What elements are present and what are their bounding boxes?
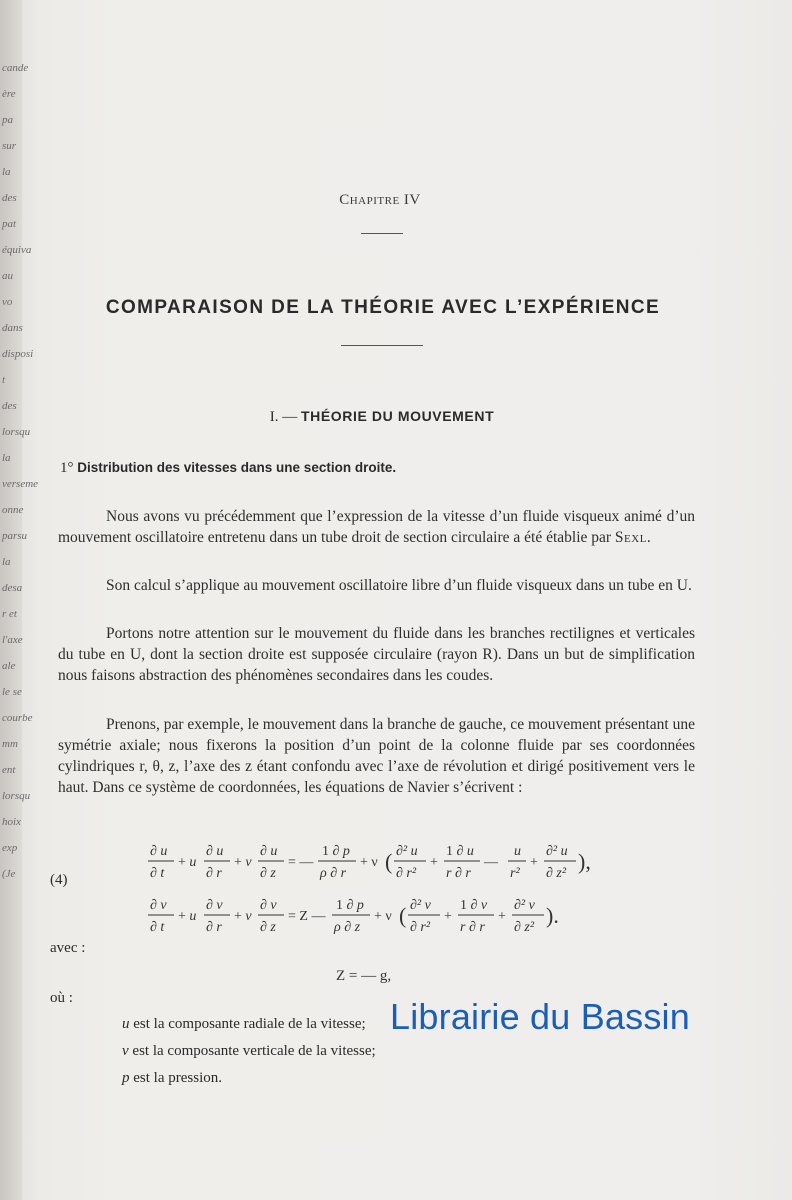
svg-text:∂² v: ∂² v [410,898,431,913]
svg-text:∂ r: ∂ r [206,866,222,881]
ou-label: où : [50,990,73,1006]
svg-text:∂ r: ∂ r [206,920,222,935]
svg-text:r²: r² [510,866,520,881]
margin-fragment: cande [2,62,29,74]
margin-fragment: disposi [2,348,34,360]
section-number: I. — [269,409,298,425]
equation-label: (4) [50,872,68,888]
page-title: COMPARAISON DE LA THÉORIE AVEC L’EXPÉRIENCE [105,297,661,318]
svg-text:1 ∂ v: 1 ∂ v [460,898,488,913]
equation-vertical [148,898,559,935]
svg-text:r ∂ r: r ∂ r [446,866,471,881]
svg-text:∂ u: ∂ u [206,844,224,859]
symbol-u: u [122,1016,130,1032]
margin-fragment: onne [2,504,24,516]
author-name: Sexl. [614,529,652,546]
svg-text:+ ν: + ν [360,855,378,870]
svg-text:= —: = — [288,855,314,870]
svg-text:1 ∂ p: 1 ∂ p [336,898,364,913]
svg-text:∂ u: ∂ u [260,844,278,859]
svg-text:(: ( [385,849,393,874]
margin-fragment: hoix [2,816,21,828]
margin-fragment: ère [2,88,16,100]
paragraph-3: Portons notre attention sur le mouvement du fluide dans les branches rectilignes et verticales du tube en U, dont la section droite est supposée circulaire (rayon R). Dans un but de simplification nous faisons abstraction des phénomènes secondaires dans les coudes. [58,625,695,684]
margin-fragment: pat [2,218,17,230]
svg-text:u: u [514,844,521,859]
margin-fragment: le se [2,686,22,698]
margin-fragment: pa [2,114,13,126]
section-heading [0,408,764,426]
margin-fragment: verseme [2,478,39,490]
margin-fragment: la des [2,166,17,204]
equation-radial [148,844,591,881]
margin-fragment: la desa [2,556,23,594]
svg-text:∂ z: ∂ z [260,866,276,881]
margin-fragment: sur [2,140,17,152]
svg-text:∂ t: ∂ t [150,920,165,935]
svg-text:∂ z²: ∂ z² [546,866,567,881]
svg-text:∂ v: ∂ v [260,898,277,913]
svg-text:∂ r²: ∂ r² [396,866,417,881]
paragraph-1: Nous avons vu précédemment que l’expression de la vitesse d’un fluide visqueux animé d’un mouvement oscillatoire entretenu dans un tube droit de section circulaire a été établie par Sexl. [58,508,695,546]
subsection-number: 1° [60,460,74,476]
svg-text:+: + [430,855,438,870]
definition-item: v est la composante verticale de la vitesse; [122,1043,376,1059]
margin-fragment: courbe [2,712,33,724]
z-equation: Z = — g, [336,968,392,984]
chapter-heading: Chapitre IV [339,192,421,208]
margin-fragment: au vo [2,270,13,308]
margin-fragment: lorsqu [2,426,31,438]
svg-text:(: ( [399,903,407,928]
svg-text:∂² u: ∂² u [546,844,568,859]
symbol-v: v [122,1043,129,1059]
svg-text:+ v: + v [234,909,252,924]
paragraph-2: Son calcul s’applique au mouvement oscillatoire libre d’un fluide visqueux dans un tube en U. [106,577,692,594]
definition-item: p est la pression. [122,1070,222,1086]
svg-text:ρ ∂ z: ρ ∂ z [334,920,361,935]
svg-text:+ u: + u [178,909,197,924]
svg-text:∂ t: ∂ t [150,866,165,881]
svg-text:∂ v: ∂ v [150,898,167,913]
svg-text:+ u: + u [178,855,197,870]
svg-text:1 ∂ u: 1 ∂ u [446,844,474,859]
paragraph-4: Prenons, par exemple, le mouvement dans la branche de gauche, ce mouvement présentant une symétrie axiale; nous fixerons la position d’un point de la colonne fluide par ses coordonnées cylindriques r, θ, z, l’axe des z étant confondu avec l’axe de révolution et dirigé positivement vers le haut. Dans ce système de coordonnées, les équations de Navier s’écrivent : [58,716,695,796]
navier-equations [140,835,610,945]
margin-fragment: la [2,452,11,464]
margin-fragment: équiva [2,244,32,256]
svg-text:= Z —: = Z — [288,909,326,924]
margin-fragment: r et [2,608,17,620]
avec-label: avec : [50,940,86,956]
symbol-p: p [122,1070,130,1086]
definition-item: u est la composante radiale de la vitesse; [122,1016,366,1032]
svg-text:r ∂ r: r ∂ r [460,920,485,935]
margin-fragment: lorsqu [2,790,31,802]
margin-fragment: dans [2,322,23,334]
svg-text:∂ r²: ∂ r² [410,920,431,935]
svg-text:+: + [530,855,538,870]
svg-text:—: — [484,855,498,870]
subsection-title: Distribution des vitesses dans une section droite. [77,460,397,475]
svg-text:∂ z: ∂ z [260,920,276,935]
margin-fragment: ent [2,764,16,776]
svg-text:).: ). [546,903,559,928]
svg-text:),: ), [578,849,591,874]
margin-fragment: exp [2,842,18,854]
margin-fragment: l'axe [2,634,23,646]
title-rule [341,345,423,346]
facing-page-fragments [2,55,39,887]
svg-text:+ ν: + ν [374,909,392,924]
chapter-rule [361,233,403,234]
section-title: THÉORIE DU MOUVEMENT [301,408,495,424]
svg-text:∂ v: ∂ v [206,898,223,913]
svg-text:+ v: + v [234,855,252,870]
margin-fragment: parsu [2,530,28,542]
svg-text:∂ u: ∂ u [150,844,168,859]
svg-text:∂² u: ∂² u [396,844,418,859]
margin-fragment: t des [2,374,17,412]
svg-text:ρ ∂ r: ρ ∂ r [320,866,347,881]
svg-text:1 ∂ p: 1 ∂ p [322,844,350,859]
margin-fragment: mm [2,738,18,750]
watermark: Librairie du Bassin [390,996,690,1037]
svg-text:∂ z²: ∂ z² [514,920,535,935]
svg-text:+: + [444,909,452,924]
svg-text:∂² v: ∂² v [514,898,535,913]
margin-fragment: ale [2,660,16,672]
subsection-heading [60,460,396,477]
margin-fragment: (Je [2,868,16,880]
svg-text:+: + [498,909,506,924]
